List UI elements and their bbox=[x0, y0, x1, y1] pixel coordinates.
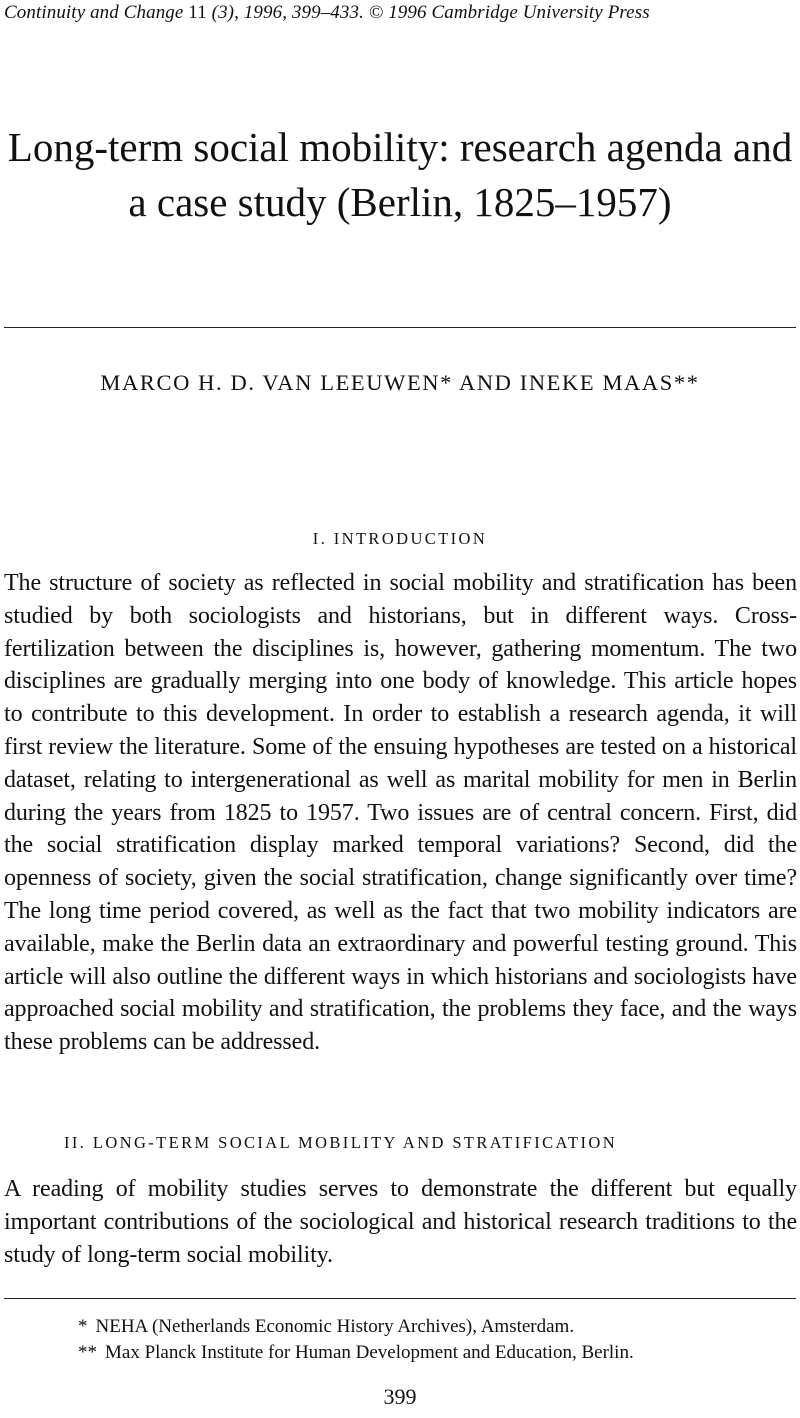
journal-issue-info: (3), 1996, 399–433. © 1996 Cambridge University Press bbox=[211, 2, 650, 23]
footnote-text: NEHA (Netherlands Economic History Archives), Amsterdam. bbox=[95, 1316, 575, 1337]
author-line: MARCO H. D. VAN LEEUWEN* AND INEKE MAAS** bbox=[100, 370, 700, 395]
footnote-text: Max Planck Institute for Human Development and Education, Berlin. bbox=[105, 1342, 634, 1363]
journal-header bbox=[4, 2, 650, 24]
footnote-neha bbox=[78, 1314, 634, 1340]
footnote-divider bbox=[4, 1298, 796, 1299]
paragraph-introduction: The structure of society as reflected in social mobility and stratification has been studied by both sociologists and historians, but in different ways. Cross-fertilization between the disciplines is, however, gathering momentum. The two disciplines are gradually merging into one body of knowledge. This article hopes to contribute to this development. In order to establish a research agenda, it will first review the literature. Some of the ensuing hypotheses are tested on a historical dataset, relating to intergenerational as well as marital mobility for men in Berlin during the years from 1825 to 1957. Two issues are of central concern. First, did the social stratification display marked temporal variations? Second, did the openness of society, given the social stratification, change significantly over time? The long time period covered, as well as the fact that two mobility indicators are available, make the Berlin data an extraordinary and powerful testing ground. This article will also outline the different ways in which historians and sociologists have approached social mobility and stratification, the problems they face, and the ways these problems can be addressed. bbox=[4, 570, 797, 1056]
footnotes bbox=[78, 1314, 634, 1366]
paragraph-long-term-mobility: A reading of mobility studies serves to demonstrate the different but equally important contributions of the sociological and historical research traditions to the study of long-term social mobility. bbox=[4, 1176, 797, 1268]
footnote-max-planck bbox=[78, 1340, 634, 1366]
section-heading-long-term-mobility: II. LONG-TERM SOCIAL MOBILITY AND STRATIFICATION bbox=[64, 1133, 618, 1152]
journal-name: Continuity and Change bbox=[4, 2, 184, 23]
footnote-mark: * bbox=[78, 1316, 88, 1337]
title-divider bbox=[4, 327, 796, 328]
journal-volume: 11 bbox=[188, 2, 207, 23]
section-heading-introduction: I. INTRODUCTION bbox=[312, 529, 488, 548]
article-title: Long-term social mobility: research agenda and a case study (Berlin, 1825–1957) bbox=[7, 124, 793, 225]
page-number: 399 bbox=[383, 1384, 417, 1409]
footnote-mark: ** bbox=[78, 1342, 97, 1363]
